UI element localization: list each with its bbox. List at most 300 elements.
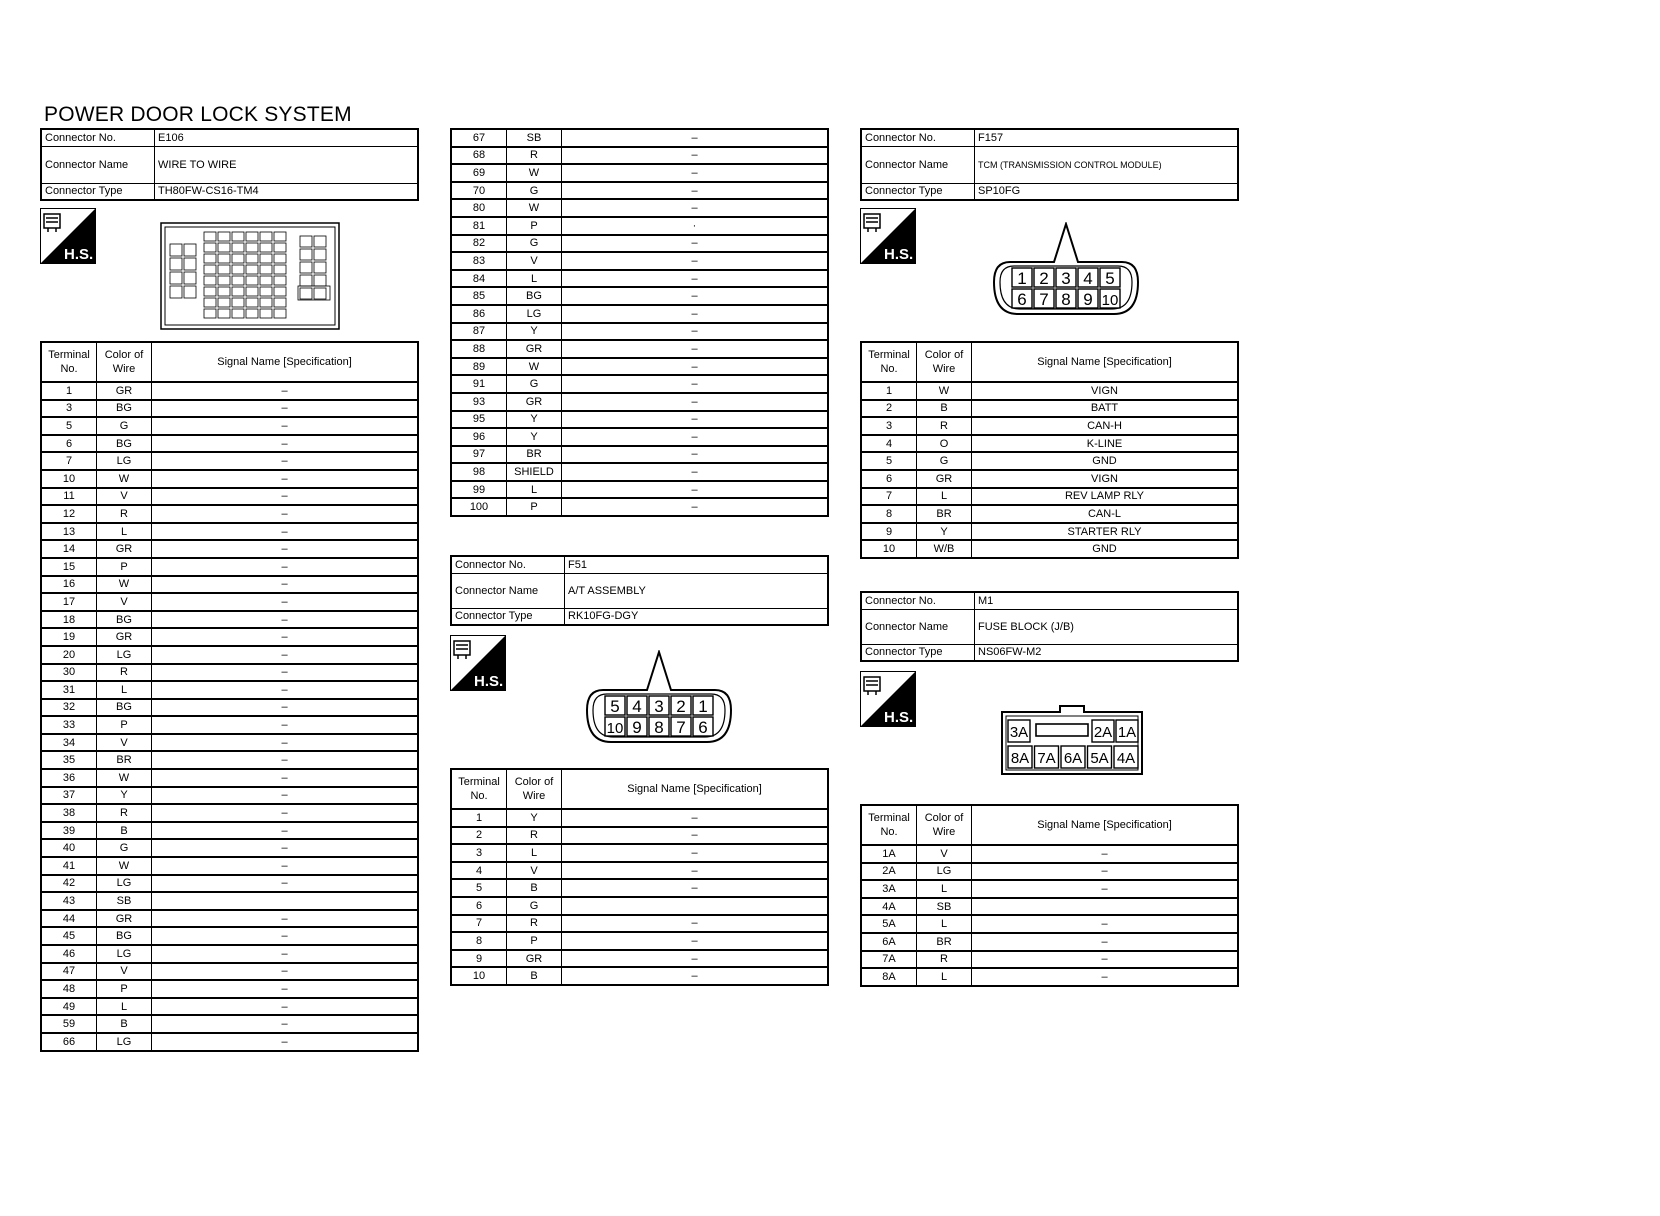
- wire-color-cell: V: [917, 845, 972, 863]
- wire-color-cell: LG: [97, 875, 152, 893]
- wire-color-cell: BG: [97, 927, 152, 945]
- table-row: [41, 892, 418, 910]
- table-row: [451, 252, 828, 270]
- terminal-no-cell: 38: [41, 804, 97, 822]
- signal-name-cell: –: [152, 1015, 419, 1033]
- signal-header: Signal Name [Specification]: [562, 769, 829, 809]
- wire-color-cell: L: [917, 968, 972, 986]
- e106-header-table: [40, 128, 419, 201]
- signal-name-cell: –: [152, 593, 419, 611]
- cavity-label: 3: [654, 697, 664, 716]
- cavity-label: 10: [1101, 292, 1119, 309]
- signal-name-cell: –: [562, 844, 829, 862]
- table-row: [41, 576, 418, 594]
- page-title: POWER DOOR LOCK SYSTEM: [44, 103, 352, 126]
- wire-color-cell: GR: [97, 382, 152, 400]
- table-row: [861, 400, 1238, 418]
- wire-color-cell: W/B: [917, 540, 972, 558]
- cavity-label: 8: [1061, 290, 1071, 309]
- wire-color-cell: SHIELD: [507, 463, 562, 481]
- table-row: [41, 646, 418, 664]
- table-row: [41, 417, 418, 435]
- terminal-no-cell: 95: [451, 411, 507, 429]
- table-row: [861, 933, 1238, 951]
- wire-color-cell: L: [97, 998, 152, 1016]
- table-row: [451, 481, 828, 499]
- wire-color-cell: G: [917, 452, 972, 470]
- signal-name-cell: –: [152, 558, 419, 576]
- terminal-no-cell: 34: [41, 734, 97, 752]
- terminal-no-cell: 48: [41, 980, 97, 998]
- table-row: [41, 927, 418, 945]
- connector-name-label: Connector Name: [41, 146, 155, 183]
- signal-name-cell: –: [562, 862, 829, 880]
- terminal-no-cell: 32: [41, 699, 97, 717]
- wire-color-cell: LG: [97, 452, 152, 470]
- wire-color-cell: B: [97, 822, 152, 840]
- signal-name-cell: –: [562, 252, 829, 270]
- terminal-no-cell: 4: [451, 862, 507, 880]
- table-row: [41, 523, 418, 541]
- wire-color-cell: W: [507, 358, 562, 376]
- wire-color-cell: R: [97, 505, 152, 523]
- cavity-label: 7: [676, 718, 686, 737]
- table-row: [861, 488, 1238, 506]
- signal-name-cell: –: [152, 400, 419, 418]
- table-row: [451, 915, 828, 933]
- signal-name-cell: –: [562, 375, 829, 393]
- table-row: [451, 809, 828, 827]
- wire-color-cell: Y: [507, 809, 562, 827]
- wire-color-cell: SB: [507, 129, 562, 147]
- signal-name-cell: –: [562, 428, 829, 446]
- cavity-label: 1: [698, 697, 708, 716]
- table-row: [861, 452, 1238, 470]
- terminal-no-cell: 42: [41, 875, 97, 893]
- signal-name-cell: –: [562, 915, 829, 933]
- terminal-no-cell: 37: [41, 787, 97, 805]
- signal-name-cell: CAN-L: [972, 505, 1239, 523]
- wire-color-cell: Y: [507, 411, 562, 429]
- f51-header-table: [450, 555, 829, 626]
- table-row: [451, 827, 828, 845]
- terminal-no-cell: 70: [451, 182, 507, 200]
- signal-name-cell: K-LINE: [972, 435, 1239, 453]
- terminal-no-cell: 9: [861, 523, 917, 541]
- f157-connector-no: F157: [975, 129, 1239, 146]
- terminal-no-cell: 7: [451, 915, 507, 933]
- table-row: [41, 857, 418, 875]
- table-row: [451, 897, 828, 915]
- wire-color-cell: B: [507, 879, 562, 897]
- e106-terminal-table-b: [450, 128, 829, 517]
- wire-color-cell: P: [507, 932, 562, 950]
- signal-name-cell: STARTER RLY: [972, 523, 1239, 541]
- terminal-no-cell: 7: [861, 488, 917, 506]
- wire-color-cell: P: [507, 217, 562, 235]
- cavity-label: 5: [610, 697, 620, 716]
- terminal-no-cell: 9: [451, 950, 507, 968]
- terminal-no-cell: 5: [41, 417, 97, 435]
- table-row: [451, 950, 828, 968]
- connector-type-label: Connector Type: [451, 608, 565, 625]
- signal-name-cell: –: [152, 998, 419, 1016]
- table-row: [451, 498, 828, 516]
- wire-color-cell: R: [917, 951, 972, 969]
- signal-name-cell: –: [562, 358, 829, 376]
- signal-name-cell: –: [152, 435, 419, 453]
- wire-color-cell: R: [507, 827, 562, 845]
- cavity-label: 1A: [1117, 724, 1137, 741]
- color-header: Color of Wire: [97, 342, 152, 382]
- terminal-no-cell: 10: [861, 540, 917, 558]
- table-row: [861, 845, 1238, 863]
- wire-color-cell: GR: [507, 393, 562, 411]
- signal-name-cell: –: [152, 576, 419, 594]
- terminal-no-cell: 5A: [861, 915, 917, 933]
- terminal-no-cell: 80: [451, 199, 507, 217]
- signal-name-cell: –: [152, 417, 419, 435]
- signal-name-cell: –: [562, 827, 829, 845]
- table-row: [41, 452, 418, 470]
- terminal-no-cell: 39: [41, 822, 97, 840]
- cavity-label: 6: [698, 718, 708, 737]
- table-row: [451, 305, 828, 323]
- wire-color-cell: G: [97, 839, 152, 857]
- wire-color-cell: W: [97, 769, 152, 787]
- table-row: [451, 287, 828, 305]
- signal-name-cell: –: [152, 716, 419, 734]
- table-row: [41, 611, 418, 629]
- signal-header: Signal Name [Specification]: [152, 342, 419, 382]
- table-row: [861, 523, 1238, 541]
- hs-label: H.S.: [884, 709, 914, 726]
- signal-name-cell: –: [972, 845, 1239, 863]
- signal-name-cell: –: [972, 951, 1239, 969]
- terminal-no-cell: 11: [41, 488, 97, 506]
- table-row: [451, 182, 828, 200]
- table-row: [41, 716, 418, 734]
- wire-color-cell: G: [507, 235, 562, 253]
- terminal-no-cell: 19: [41, 628, 97, 646]
- wire-color-cell: SB: [97, 892, 152, 910]
- table-row: [41, 664, 418, 682]
- color-header: Color of Wire: [507, 769, 562, 809]
- cavity-label: 3: [1061, 269, 1071, 288]
- terminal-no-cell: 33: [41, 716, 97, 734]
- table-row: [41, 751, 418, 769]
- terminal-no-cell: 84: [451, 270, 507, 288]
- table-row: [861, 505, 1238, 523]
- color-header: Color of Wire: [917, 805, 972, 845]
- signal-name-cell: –: [562, 323, 829, 341]
- terminal-no-cell: 97: [451, 446, 507, 464]
- signal-name-cell: –: [152, 1033, 419, 1051]
- cavity-label: 7: [1039, 290, 1049, 309]
- connector-type-label: Connector Type: [41, 183, 155, 200]
- table-row: [41, 593, 418, 611]
- wire-color-cell: BG: [507, 287, 562, 305]
- wire-color-cell: BG: [97, 699, 152, 717]
- table-row: [451, 862, 828, 880]
- wire-color-cell: W: [97, 470, 152, 488]
- table-row: [451, 340, 828, 358]
- table-row: [861, 968, 1238, 986]
- signal-name-cell: –: [152, 470, 419, 488]
- wire-color-cell: B: [917, 400, 972, 418]
- table-row: [451, 428, 828, 446]
- terminal-no-cell: 1: [451, 809, 507, 827]
- wire-color-cell: BR: [97, 751, 152, 769]
- wire-color-cell: O: [917, 435, 972, 453]
- terminal-no-cell: 12: [41, 505, 97, 523]
- signal-name-cell: –: [562, 147, 829, 165]
- terminal-no-cell: 16: [41, 576, 97, 594]
- terminal-no-cell: 81: [451, 217, 507, 235]
- table-row: [41, 787, 418, 805]
- wire-color-cell: BR: [507, 446, 562, 464]
- terminal-no-cell: 10: [41, 470, 97, 488]
- wire-color-cell: LG: [507, 305, 562, 323]
- terminal-no-cell: 44: [41, 910, 97, 928]
- wire-color-cell: G: [507, 182, 562, 200]
- e106-connector-diagram: [160, 222, 340, 330]
- m1-connector-type: NS06FW-M2: [975, 644, 1239, 661]
- signal-name-cell: –: [562, 809, 829, 827]
- terminal-no-cell: 3: [41, 400, 97, 418]
- table-row: [861, 470, 1238, 488]
- table-row: [451, 879, 828, 897]
- table-row: [41, 1033, 418, 1051]
- connector-name-label: Connector Name: [861, 609, 975, 644]
- wire-color-cell: BG: [97, 611, 152, 629]
- signal-name-cell: –: [152, 963, 419, 981]
- signal-name-cell: VIGN: [972, 470, 1239, 488]
- wire-color-cell: V: [97, 734, 152, 752]
- wire-color-cell: G: [507, 375, 562, 393]
- terminal-no-cell: 20: [41, 646, 97, 664]
- table-row: [41, 628, 418, 646]
- signal-name-cell: –: [152, 523, 419, 541]
- signal-name-cell: VIGN: [972, 382, 1239, 400]
- wire-color-cell: R: [507, 147, 562, 165]
- signal-name-cell: –: [152, 804, 419, 822]
- terminal-no-header: Terminal No.: [861, 805, 917, 845]
- cavity-label: 9: [1083, 290, 1093, 309]
- terminal-no-cell: 91: [451, 375, 507, 393]
- table-row: [451, 411, 828, 429]
- wire-color-cell: Y: [507, 323, 562, 341]
- signal-name-cell: –: [972, 863, 1239, 881]
- signal-name-cell: –: [152, 611, 419, 629]
- signal-name-cell: –: [562, 932, 829, 950]
- wire-color-cell: V: [507, 252, 562, 270]
- signal-name-cell: GND: [972, 540, 1239, 558]
- table-row: [451, 147, 828, 165]
- table-row: [861, 898, 1238, 916]
- terminal-no-header: Terminal No.: [41, 342, 97, 382]
- signal-name-cell: –: [152, 628, 419, 646]
- table-row: [451, 217, 828, 235]
- cavity-label: 6A: [1063, 750, 1083, 767]
- table-row: [41, 822, 418, 840]
- signal-name-cell: –: [972, 968, 1239, 986]
- wire-color-cell: P: [507, 498, 562, 516]
- table-row: [41, 839, 418, 857]
- signal-name-cell: –: [972, 933, 1239, 951]
- table-row: [451, 932, 828, 950]
- cavity-label: 5A: [1090, 750, 1109, 767]
- signal-name-cell: –: [152, 664, 419, 682]
- table-row: [41, 382, 418, 400]
- table-row: [861, 435, 1238, 453]
- signal-name-cell: –: [152, 452, 419, 470]
- hs-label: H.S.: [64, 246, 94, 263]
- signal-name-cell: –: [152, 751, 419, 769]
- signal-name-cell: GND: [972, 452, 1239, 470]
- signal-name-cell: –: [152, 681, 419, 699]
- terminal-no-cell: 85: [451, 287, 507, 305]
- terminal-no-cell: 1: [41, 382, 97, 400]
- table-row: [861, 382, 1238, 400]
- table-row: [41, 1015, 418, 1033]
- terminal-no-cell: 46: [41, 945, 97, 963]
- e106-connector-no: E106: [155, 129, 419, 146]
- cavity-label: 8A: [1010, 750, 1030, 767]
- wire-color-cell: GR: [97, 628, 152, 646]
- signal-name-cell: –: [562, 967, 829, 985]
- signal-name-cell: –: [152, 769, 419, 787]
- cavity-label: 1: [1017, 269, 1027, 288]
- table-row: [451, 323, 828, 341]
- wire-color-cell: Y: [97, 787, 152, 805]
- table-row: [451, 358, 828, 376]
- cavity-label: 4: [1083, 269, 1093, 288]
- terminal-no-cell: 3A: [861, 880, 917, 898]
- wire-color-cell: GR: [97, 910, 152, 928]
- wire-color-cell: R: [917, 417, 972, 435]
- terminal-no-cell: 100: [451, 498, 507, 516]
- table-row: [41, 804, 418, 822]
- signal-name-cell: –: [152, 910, 419, 928]
- table-row: [861, 863, 1238, 881]
- terminal-no-cell: 43: [41, 892, 97, 910]
- terminal-no-cell: 45: [41, 927, 97, 945]
- wire-color-cell: LG: [97, 945, 152, 963]
- table-row: [861, 951, 1238, 969]
- signal-name-cell: –: [562, 235, 829, 253]
- terminal-no-cell: 99: [451, 481, 507, 499]
- terminal-no-cell: 93: [451, 393, 507, 411]
- terminal-no-cell: 66: [41, 1033, 97, 1051]
- cavity-label: 2: [676, 697, 686, 716]
- table-row: [41, 945, 418, 963]
- terminal-no-cell: 8A: [861, 968, 917, 986]
- wire-color-cell: L: [507, 481, 562, 499]
- table-row: [41, 488, 418, 506]
- table-row: [451, 270, 828, 288]
- signal-name-cell: ·: [562, 217, 829, 235]
- signal-name-cell: –: [152, 787, 419, 805]
- wire-color-cell: W: [97, 576, 152, 594]
- terminal-no-cell: 13: [41, 523, 97, 541]
- signal-name-cell: –: [152, 734, 419, 752]
- hs-label: H.S.: [884, 246, 914, 263]
- terminal-no-cell: 30: [41, 664, 97, 682]
- f51-connector-diagram: [583, 650, 735, 746]
- m1-connector-name: FUSE BLOCK (J/B): [975, 609, 1239, 644]
- wire-color-cell: LG: [917, 863, 972, 881]
- terminal-no-cell: 1A: [861, 845, 917, 863]
- wire-color-cell: Y: [507, 428, 562, 446]
- signal-name-cell: REV LAMP RLY: [972, 488, 1239, 506]
- cavity-label: 8: [654, 718, 664, 737]
- signal-name-cell: –: [562, 164, 829, 182]
- signal-name-cell: –: [562, 270, 829, 288]
- e106-connector-type: TH80FW-CS16-TM4: [155, 183, 419, 200]
- wire-color-cell: L: [97, 681, 152, 699]
- table-row: [41, 963, 418, 981]
- table-row: [41, 540, 418, 558]
- wire-color-cell: V: [507, 862, 562, 880]
- signal-name-cell: –: [152, 822, 419, 840]
- table-row: [41, 435, 418, 453]
- terminal-no-cell: 96: [451, 428, 507, 446]
- terminal-no-cell: 14: [41, 540, 97, 558]
- terminal-no-cell: 2: [861, 400, 917, 418]
- wire-color-cell: GR: [917, 470, 972, 488]
- table-row: [41, 470, 418, 488]
- signal-name-cell: –: [562, 129, 829, 147]
- terminal-no-cell: 2A: [861, 863, 917, 881]
- wire-color-cell: P: [97, 558, 152, 576]
- signal-name-cell: –: [562, 498, 829, 516]
- signal-name-cell: –: [972, 880, 1239, 898]
- terminal-no-cell: 86: [451, 305, 507, 323]
- terminal-no-cell: 10: [451, 967, 507, 985]
- connector-type-label: Connector Type: [861, 644, 975, 661]
- terminal-no-cell: 69: [451, 164, 507, 182]
- terminal-no-cell: 82: [451, 235, 507, 253]
- wire-color-cell: BG: [97, 435, 152, 453]
- signal-name-cell: –: [972, 915, 1239, 933]
- signal-name-cell: –: [562, 182, 829, 200]
- terminal-no-cell: 3: [861, 417, 917, 435]
- terminal-no-cell: 36: [41, 769, 97, 787]
- terminal-no-cell: 31: [41, 681, 97, 699]
- wire-color-cell: V: [97, 963, 152, 981]
- signal-name-cell: BATT: [972, 400, 1239, 418]
- cavity-label: 6: [1017, 290, 1027, 309]
- wire-color-cell: P: [97, 716, 152, 734]
- table-row: [41, 769, 418, 787]
- table-row: [41, 558, 418, 576]
- wire-color-cell: P: [97, 980, 152, 998]
- table-row: [451, 463, 828, 481]
- wire-color-cell: W: [507, 164, 562, 182]
- connector-no-label: Connector No.: [451, 556, 565, 573]
- terminal-no-cell: 98: [451, 463, 507, 481]
- table-row: [41, 910, 418, 928]
- f157-terminal-table: [860, 341, 1239, 559]
- terminal-no-cell: 15: [41, 558, 97, 576]
- wire-color-cell: L: [917, 915, 972, 933]
- wire-color-cell: L: [507, 844, 562, 862]
- wire-color-cell: GR: [507, 950, 562, 968]
- table-row: [451, 164, 828, 182]
- f157-connector-name: TCM (TRANSMISSION CONTROL MODULE): [975, 146, 1239, 183]
- signal-name-cell: CAN-H: [972, 417, 1239, 435]
